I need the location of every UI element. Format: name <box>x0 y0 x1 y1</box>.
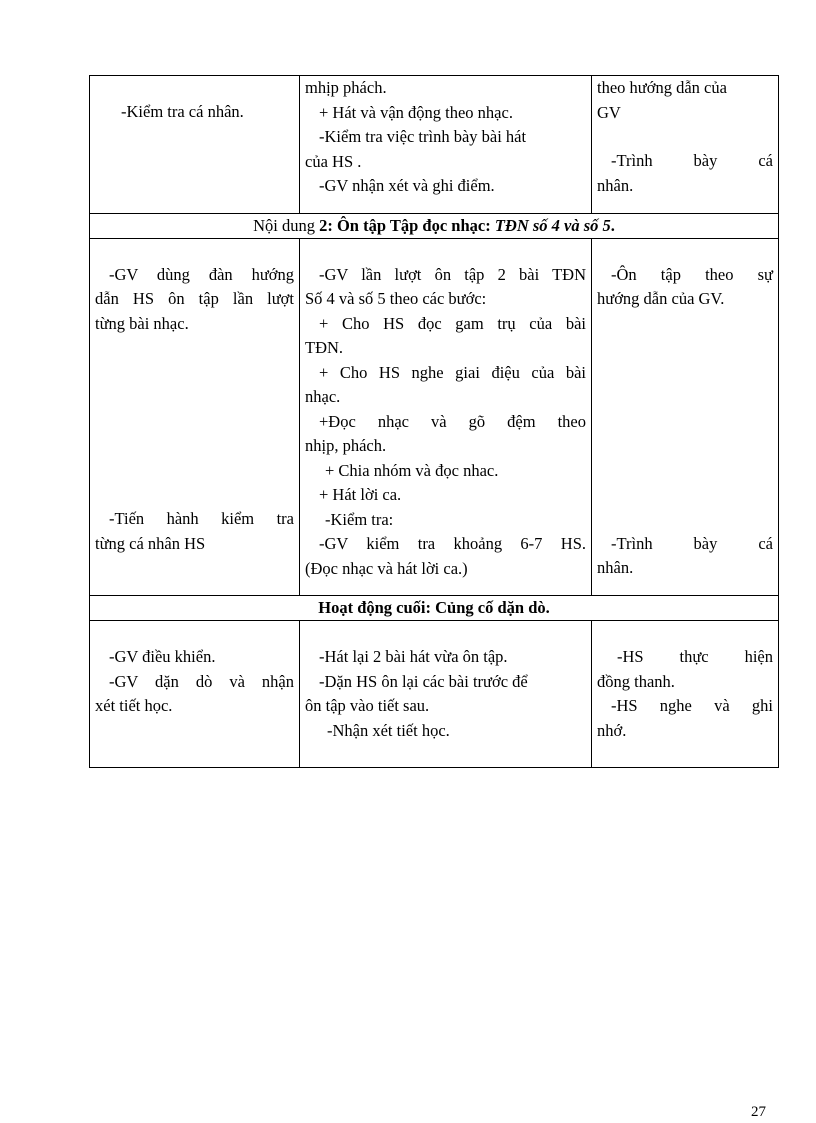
text-line: -Nhận xét tiết học. <box>327 720 450 740</box>
text-line: xét tiết học. <box>95 696 173 715</box>
teacher-activity-cell <box>90 621 300 768</box>
text-line: nhớ. <box>597 720 627 740</box>
text-line: hướng dẫn của GV. <box>597 289 725 308</box>
table-row <box>90 76 779 214</box>
text-line: từng cá nhân HS <box>95 533 206 553</box>
text-line: mhịp phách. <box>305 78 387 97</box>
text-line: +Đọc nhạc và gõ đệm theo <box>319 411 586 431</box>
text-line: nhân. <box>597 175 634 195</box>
text-line: + Cho HS nghe giai điệu của bài <box>319 362 586 382</box>
section-heading-row <box>90 213 779 238</box>
text-line: + Cho HS đọc gam trụ của bài <box>319 313 586 333</box>
text-line: -GV điều khiển. <box>109 647 216 666</box>
text-line: -Dặn HS ôn lại các bài trước để <box>319 671 528 691</box>
student-activity-cell <box>592 76 779 214</box>
section-heading <box>90 213 779 238</box>
text-line: + Hát và vận động theo nhạc. <box>319 102 513 122</box>
teacher-activity-cell <box>90 238 300 596</box>
text-line: -GV kiểm tra khoảng 6-7 HS. <box>319 534 586 553</box>
section-heading-part: 2: Ôn tập Tập đọc nhạc: <box>319 215 495 235</box>
text-line: (Đọc nhạc và hát lời ca.) <box>305 558 468 578</box>
teacher-activity-cell <box>90 76 300 214</box>
text-line: + Chia nhóm và đọc nhac. <box>325 460 499 480</box>
text-line: -Trình bày cá <box>611 533 773 553</box>
student-activity-cell <box>592 238 779 596</box>
text-line: -Kiểm tra việc trình bày bài hát <box>319 127 527 146</box>
text-line: ôn tập vào tiết sau. <box>305 696 430 715</box>
text-line: -Ôn tập theo sự <box>611 264 773 284</box>
content-cell <box>300 621 592 768</box>
text-line: của HS . <box>305 151 362 171</box>
content-cell <box>300 238 592 596</box>
text-line: từng bài nhạc. <box>95 313 189 333</box>
section-heading-row <box>90 596 779 621</box>
text-line: -Tiến hành kiểm tra <box>109 509 294 528</box>
section-heading-part: . <box>610 215 615 235</box>
text-line: TĐN. <box>305 338 344 357</box>
text-line: nhịp, phách. <box>305 436 387 455</box>
text-line: -Kiểm tra cá nhân. <box>121 102 244 121</box>
text-line: -GV nhận xét và ghi điểm. <box>319 176 495 195</box>
text-line: dẫn HS ôn tập lần lượt <box>95 289 294 308</box>
text-line: GV <box>597 102 621 122</box>
table-row <box>90 238 779 596</box>
text-line: Số 4 và số 5 theo các bước: <box>305 289 487 308</box>
text-line: -Trình bày cá <box>611 151 773 170</box>
text-line: -GV dặn dò và nhận <box>109 671 294 691</box>
page-number: 27 <box>751 1104 766 1120</box>
text-line: nhân. <box>597 558 634 577</box>
text-line: -HS nghe và ghi <box>611 696 773 715</box>
section-heading <box>90 596 779 621</box>
text-line: đồng thanh. <box>597 671 675 691</box>
text-line: + Hát lời ca. <box>319 485 402 504</box>
student-activity-cell <box>592 621 779 768</box>
content-cell <box>300 76 592 214</box>
section-heading-part: Nội dung <box>253 215 320 235</box>
text-line: -HS thực hiện <box>617 647 773 666</box>
section-heading-part: Hoạt động cuối: Củng cố dặn dò. <box>318 598 550 617</box>
text-line: -Hát lại 2 bài hát vừa ôn tập. <box>319 647 508 666</box>
text-line: -GV dùng đàn hướng <box>109 264 294 284</box>
section-heading-part: TĐN số 4 và số 5 <box>494 215 611 235</box>
table-row <box>90 621 779 768</box>
text-line: -Kiểm tra: <box>325 509 394 529</box>
text-line: theo hướng dẫn của <box>597 78 727 97</box>
text-line: nhạc. <box>305 387 341 406</box>
lesson-plan-table <box>89 75 779 768</box>
text-line: -GV lần lượt ôn tập 2 bài TĐN <box>319 264 586 284</box>
